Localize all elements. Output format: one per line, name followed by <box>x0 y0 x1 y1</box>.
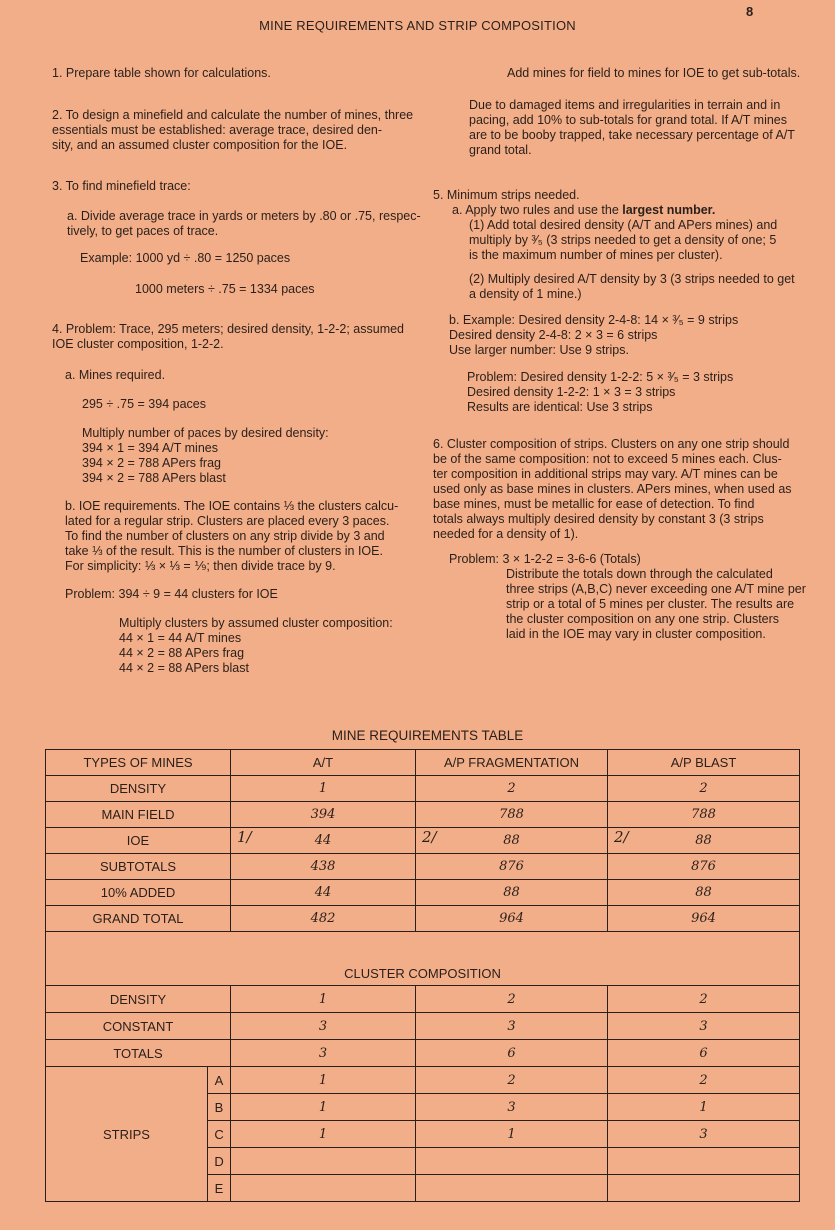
frag-value: 2 <box>416 1067 608 1094</box>
footnote-mark: 2/ <box>614 828 629 846</box>
row-label: MAIN FIELD <box>46 802 231 828</box>
row-label: GRAND TOTAL <box>46 906 231 932</box>
row-label: SUBTOTALS <box>46 854 231 880</box>
table-title: MINE REQUIREMENTS TABLE <box>331 728 524 743</box>
frag-value-cell <box>416 828 608 854</box>
at-value: 482 <box>231 906 416 932</box>
strip-letter: A <box>208 1067 231 1094</box>
at-value <box>231 1175 416 1202</box>
table-row <box>46 802 800 828</box>
frag-value: 1 <box>416 1121 608 1148</box>
right-subtotals-note: Add mines for field to mines for IOE to get sub-totals. <box>507 66 801 80</box>
cluster-row <box>46 1013 800 1040</box>
at-value: 1 <box>231 776 416 802</box>
page-header: MINE REQUIREMENTS AND STRIP COMPOSITION <box>259 18 576 33</box>
step-3: 3. To find minefield trace: <box>52 179 191 193</box>
table-row <box>46 776 800 802</box>
right-grand-total-note: Due to damaged items and irregularities in terrain and in pacing, add 10% to sub-totals for grand total. If A/T mines are to be booby trapped, take necessary percentage of A/T grand total. <box>469 98 795 157</box>
at-value: 3 <box>231 1040 416 1067</box>
frag-value: 964 <box>416 906 608 932</box>
frag-value: 6 <box>416 1040 608 1067</box>
strip-letter: C <box>208 1121 231 1148</box>
at-value: 394 <box>231 802 416 828</box>
row-label: IOE <box>46 828 231 854</box>
blast-value: 3 <box>608 1013 800 1040</box>
cluster-row <box>46 1040 800 1067</box>
step-3-example-2: 1000 meters ÷ .75 = 1334 paces <box>135 282 315 296</box>
header-types: TYPES OF MINES <box>46 750 231 776</box>
frag-value: 788 <box>416 802 608 828</box>
step-4b: b. IOE requirements. The IOE contains ⅓ the clusters calcu- lated for a regular strip. Clusters are placed every 3 paces. To find the number of clusters on any strip divide by 3 and take ⅓ of the result. This is the number of clusters in IOE. For simplicity: ⅓ × ⅓ = ⅑; then divide trace by 9. <box>65 499 399 573</box>
cluster-row <box>46 986 800 1013</box>
blast-value: 788 <box>608 802 800 828</box>
step-5a-bold: largest number. <box>622 203 716 217</box>
at-value: 1 <box>231 986 416 1013</box>
step-4b-problem: Problem: 394 ÷ 9 = 44 clusters for IOE <box>65 587 278 601</box>
row-label: DENSITY <box>46 986 231 1013</box>
row-label: TOTALS <box>46 1040 231 1067</box>
cluster-composition-title: CLUSTER COMPOSITION <box>46 932 800 986</box>
blast-value: 1 <box>608 1094 800 1121</box>
table-row <box>46 880 800 906</box>
at-value-cell <box>231 828 416 854</box>
strips-label: STRIPS <box>46 1067 208 1202</box>
table-row <box>46 906 800 932</box>
at-value: 44 <box>231 880 416 906</box>
strip-letter: D <box>208 1148 231 1175</box>
frag-value: 3 <box>416 1013 608 1040</box>
header-frag: A/P FRAGMENTATION <box>416 750 608 776</box>
right-column <box>433 66 813 642</box>
cluster-title-row <box>46 932 800 986</box>
step-5a-rule-1: (1) Add total desired density (A/T and APers mines) and multiply by ³⁄₅ (3 strips needed to get a density of one; 5 is the maximum number of mines per cluster). <box>469 218 778 262</box>
step-2: 2. To design a minefield and calculate the number of mines, three essentials must be established: average trace, desired den- sity, and an assumed cluster composition for the IOE. <box>52 108 414 152</box>
header-blast: A/P BLAST <box>608 750 800 776</box>
frag-value: 2 <box>416 986 608 1013</box>
blast-value: 88 <box>695 833 712 848</box>
strip-letter: B <box>208 1094 231 1121</box>
step-6-problem: Problem: 3 × 1-2-2 = 3-6-6 (Totals) <box>449 552 641 566</box>
blast-value: 88 <box>608 880 800 906</box>
row-label: 10% ADDED <box>46 880 231 906</box>
table-header-row <box>46 750 800 776</box>
blast-value <box>608 1148 800 1175</box>
frag-value <box>416 1175 608 1202</box>
step-5a-text: a. Apply two rules and use the <box>452 203 623 217</box>
mine-requirements-table <box>45 749 800 1202</box>
step-5a-rule-2: (2) Multiply desired A/T density by 3 (3 strips needed to get a density of 1 mine.) <box>469 272 795 301</box>
step-3a: a. Divide average trace in yards or meters by .80 or .75, respec- tively, to get paces of trace. <box>67 209 421 238</box>
step-4a: a. Mines required. <box>65 368 166 382</box>
frag-value: 876 <box>416 854 608 880</box>
blast-value: 2 <box>608 776 800 802</box>
footnote-mark: 1/ <box>237 828 252 846</box>
blast-value: 2 <box>608 986 800 1013</box>
blast-value-cell <box>608 828 800 854</box>
step-5b: b. Example: Desired density 2-4-8: 14 × ³⁄₅ = 9 strips Desired density 2-4-8: 2 × 3 = 6 strips Use larger number: Use 9 strips. <box>449 313 739 357</box>
footnote-mark: 2/ <box>422 828 437 846</box>
blast-value <box>608 1175 800 1202</box>
blast-value: 964 <box>608 906 800 932</box>
step-5-problem: Problem: Desired density 1-2-2: 5 × ³⁄₅ = 3 strips Desired density 1-2-2: 1 × 3 = 3 strips Results are identical: Use 3 strips <box>467 370 734 414</box>
step-4a-multiply: Multiply number of paces by desired density: 394 × 1 = 394 A/T mines 394 × 2 = 788 APers frag 394 × 2 = 788 APers blast <box>82 426 329 485</box>
at-value: 438 <box>231 854 416 880</box>
at-value <box>231 1148 416 1175</box>
step-5a <box>452 203 813 218</box>
blast-value: 6 <box>608 1040 800 1067</box>
blast-value: 3 <box>608 1121 800 1148</box>
strip-letter: E <box>208 1175 231 1202</box>
frag-value: 88 <box>503 833 520 848</box>
step-6-problem-text: Distribute the totals down through the calculated three strips (A,B,C) never exceeding one A/T mine per strip or a total of 5 mines per cluster. The results are the cluster composition on any one strip. Clusters laid in the IOE may vary in cluster composition. <box>506 567 806 641</box>
left-column <box>52 66 427 676</box>
step-4b-multiply: Multiply clusters by assumed cluster composition: 44 × 1 = 44 A/T mines 44 × 2 = 88 APers frag 44 × 2 = 88 APers blast <box>119 616 393 675</box>
step-1: 1. Prepare table shown for calculations. <box>52 66 271 80</box>
frag-value: 88 <box>416 880 608 906</box>
step-3-example-1: Example: 1000 yd ÷ .80 = 1250 paces <box>80 251 291 265</box>
row-label: CONSTANT <box>46 1013 231 1040</box>
table-row <box>46 828 800 854</box>
page-number: 8 <box>746 4 754 19</box>
at-value: 1 <box>231 1067 416 1094</box>
at-value: 1 <box>231 1094 416 1121</box>
row-label: DENSITY <box>46 776 231 802</box>
step-5: 5. Minimum strips needed. <box>433 188 580 202</box>
header-at: A/T <box>231 750 416 776</box>
step-6: 6. Cluster composition of strips. Clusters on any one strip should be of the same composition: not to exceed 5 mines each. Clus- ter composition in additional strips may vary. A/T mines can be used only as base mines in clusters. APers mines, when used as base mines, must be metallic for ease of detection. To find totals always multiply desired density by constant 3 (3 strips needed for a density of 1). <box>433 437 792 541</box>
frag-value: 2 <box>416 776 608 802</box>
frag-value <box>416 1148 608 1175</box>
frag-value: 3 <box>416 1094 608 1121</box>
blast-value: 876 <box>608 854 800 880</box>
strip-row <box>46 1067 800 1094</box>
blast-value: 2 <box>608 1067 800 1094</box>
at-value: 3 <box>231 1013 416 1040</box>
step-4: 4. Problem: Trace, 295 meters; desired density, 1-2-2; assumed IOE cluster composition, 1-2-2. <box>52 322 405 351</box>
table-row <box>46 854 800 880</box>
at-value: 44 <box>314 833 332 848</box>
step-4a-calc: 295 ÷ .75 = 394 paces <box>82 397 206 411</box>
at-value: 1 <box>231 1121 416 1148</box>
